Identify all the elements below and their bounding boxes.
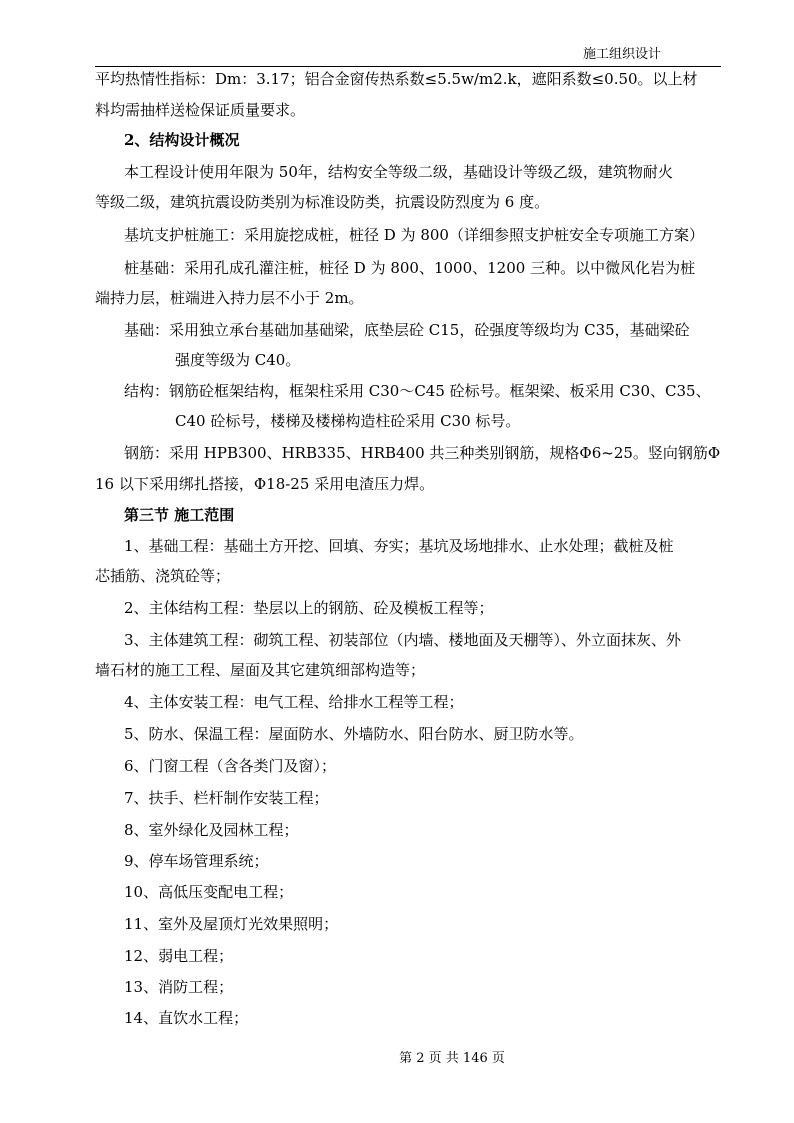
page-number: 第 2 页 共 146 页 bbox=[399, 1051, 505, 1066]
text-line-8: 端持力层，桩端进入持力层不小于 2m。 bbox=[95, 289, 364, 307]
text-line-9: 基础：采用独立承台基础加基础梁，底垫层砼 C15，砼强度等级均为 C35，基础梁砼 bbox=[124, 321, 690, 339]
text-line-10: 强度等级为 C40。 bbox=[175, 351, 301, 369]
scope-item-8: 8、室外绿化及园林工程； bbox=[124, 821, 299, 839]
scope-item-12: 12、弱电工程； bbox=[124, 947, 234, 965]
scope-item-5: 5、防水、保温工程：屋面防水、外墙防水、阳台防水、厨卫防水等。 bbox=[124, 725, 584, 743]
header-title: 施工组织设计 bbox=[582, 47, 661, 62]
text-line-11: 结构：钢筋砼框架结构，框架柱采用 C30～C45 砼标号。框架梁、板采用 C30、C35、 bbox=[124, 382, 711, 400]
scope-item-4: 4、主体安装工程：电气工程、给排水工程等工程； bbox=[124, 693, 464, 711]
text-line-2: 料均需抽样送检保证质量要求。 bbox=[95, 101, 306, 119]
scope-item-3: 3、主体建筑工程：砌筑工程、初装部位（内墙、楼地面及天棚等）、外立面抹灰、外 bbox=[124, 631, 682, 649]
text-line-13: 钢筋：采用 HPB300、HRB335、HRB400 共三种类别钢筋，规格Φ6~25。竖向钢筋Φ bbox=[124, 444, 721, 462]
scope-item-1-cont: 芯插筋、浇筑砼等； bbox=[95, 567, 231, 585]
section-heading-structure: 2、结构设计概况 bbox=[124, 131, 240, 149]
scope-item-3-cont: 墙石材的施工工程、屋面及其它建筑细部构造等； bbox=[95, 661, 426, 679]
scope-item-9: 9、停车场管理系统； bbox=[124, 852, 269, 870]
scope-item-7: 7、扶手、栏杆制作安装工程； bbox=[124, 789, 329, 807]
section-heading-scope: 第三节 施工范围 bbox=[124, 506, 235, 524]
text-line-14: 16 以下采用绑扎搭接，Φ18-25 采用电渣压力焊。 bbox=[95, 475, 435, 493]
text-line-1: 平均热情性指标：Dm：3.17；铝合金窗传热系数≤5.5w/m2.k，遮阳系数≤0.50。以上材 bbox=[95, 70, 698, 88]
scope-item-1: 1、基础工程：基础土方开挖、回填、夯实；基坑及场地排水、止水处理；截桩及桩 bbox=[124, 537, 674, 555]
page-header bbox=[95, 46, 721, 67]
scope-item-10: 10、高低压变配电工程； bbox=[124, 883, 294, 901]
text-line-7: 桩基础：采用孔成孔灌注桩，桩径 D 为 800、1000、1200 三种。以中微风化岩为桩 bbox=[124, 259, 696, 277]
text-line-4: 本工程设计使用年限为 50年，结构安全等级二级，基础设计等级乙级，建筑物耐火 bbox=[124, 163, 673, 181]
text-line-6: 基坑支护桩施工：采用旋挖成桩，桩径 D 为 800（详细参照支护桩安全专项施工方案） bbox=[124, 226, 704, 244]
scope-item-11: 11、室外及屋顶灯光效果照明； bbox=[124, 915, 339, 933]
scope-item-6: 6、门窗工程（含各类门及窗）； bbox=[124, 757, 337, 775]
scope-item-13: 13、消防工程； bbox=[124, 978, 234, 996]
text-line-12: C40 砼标号，楼梯及楼梯构造柱砼采用 C30 标号。 bbox=[175, 412, 521, 430]
scope-item-14: 14、直饮水工程； bbox=[124, 1009, 249, 1027]
scope-item-2: 2、主体结构工程：垫层以上的钢筋、砼及模板工程等； bbox=[124, 599, 494, 617]
text-line-5: 等级二级，建筑抗震设防类别为标准设防类，抗震设防烈度为 6 度。 bbox=[95, 193, 550, 211]
